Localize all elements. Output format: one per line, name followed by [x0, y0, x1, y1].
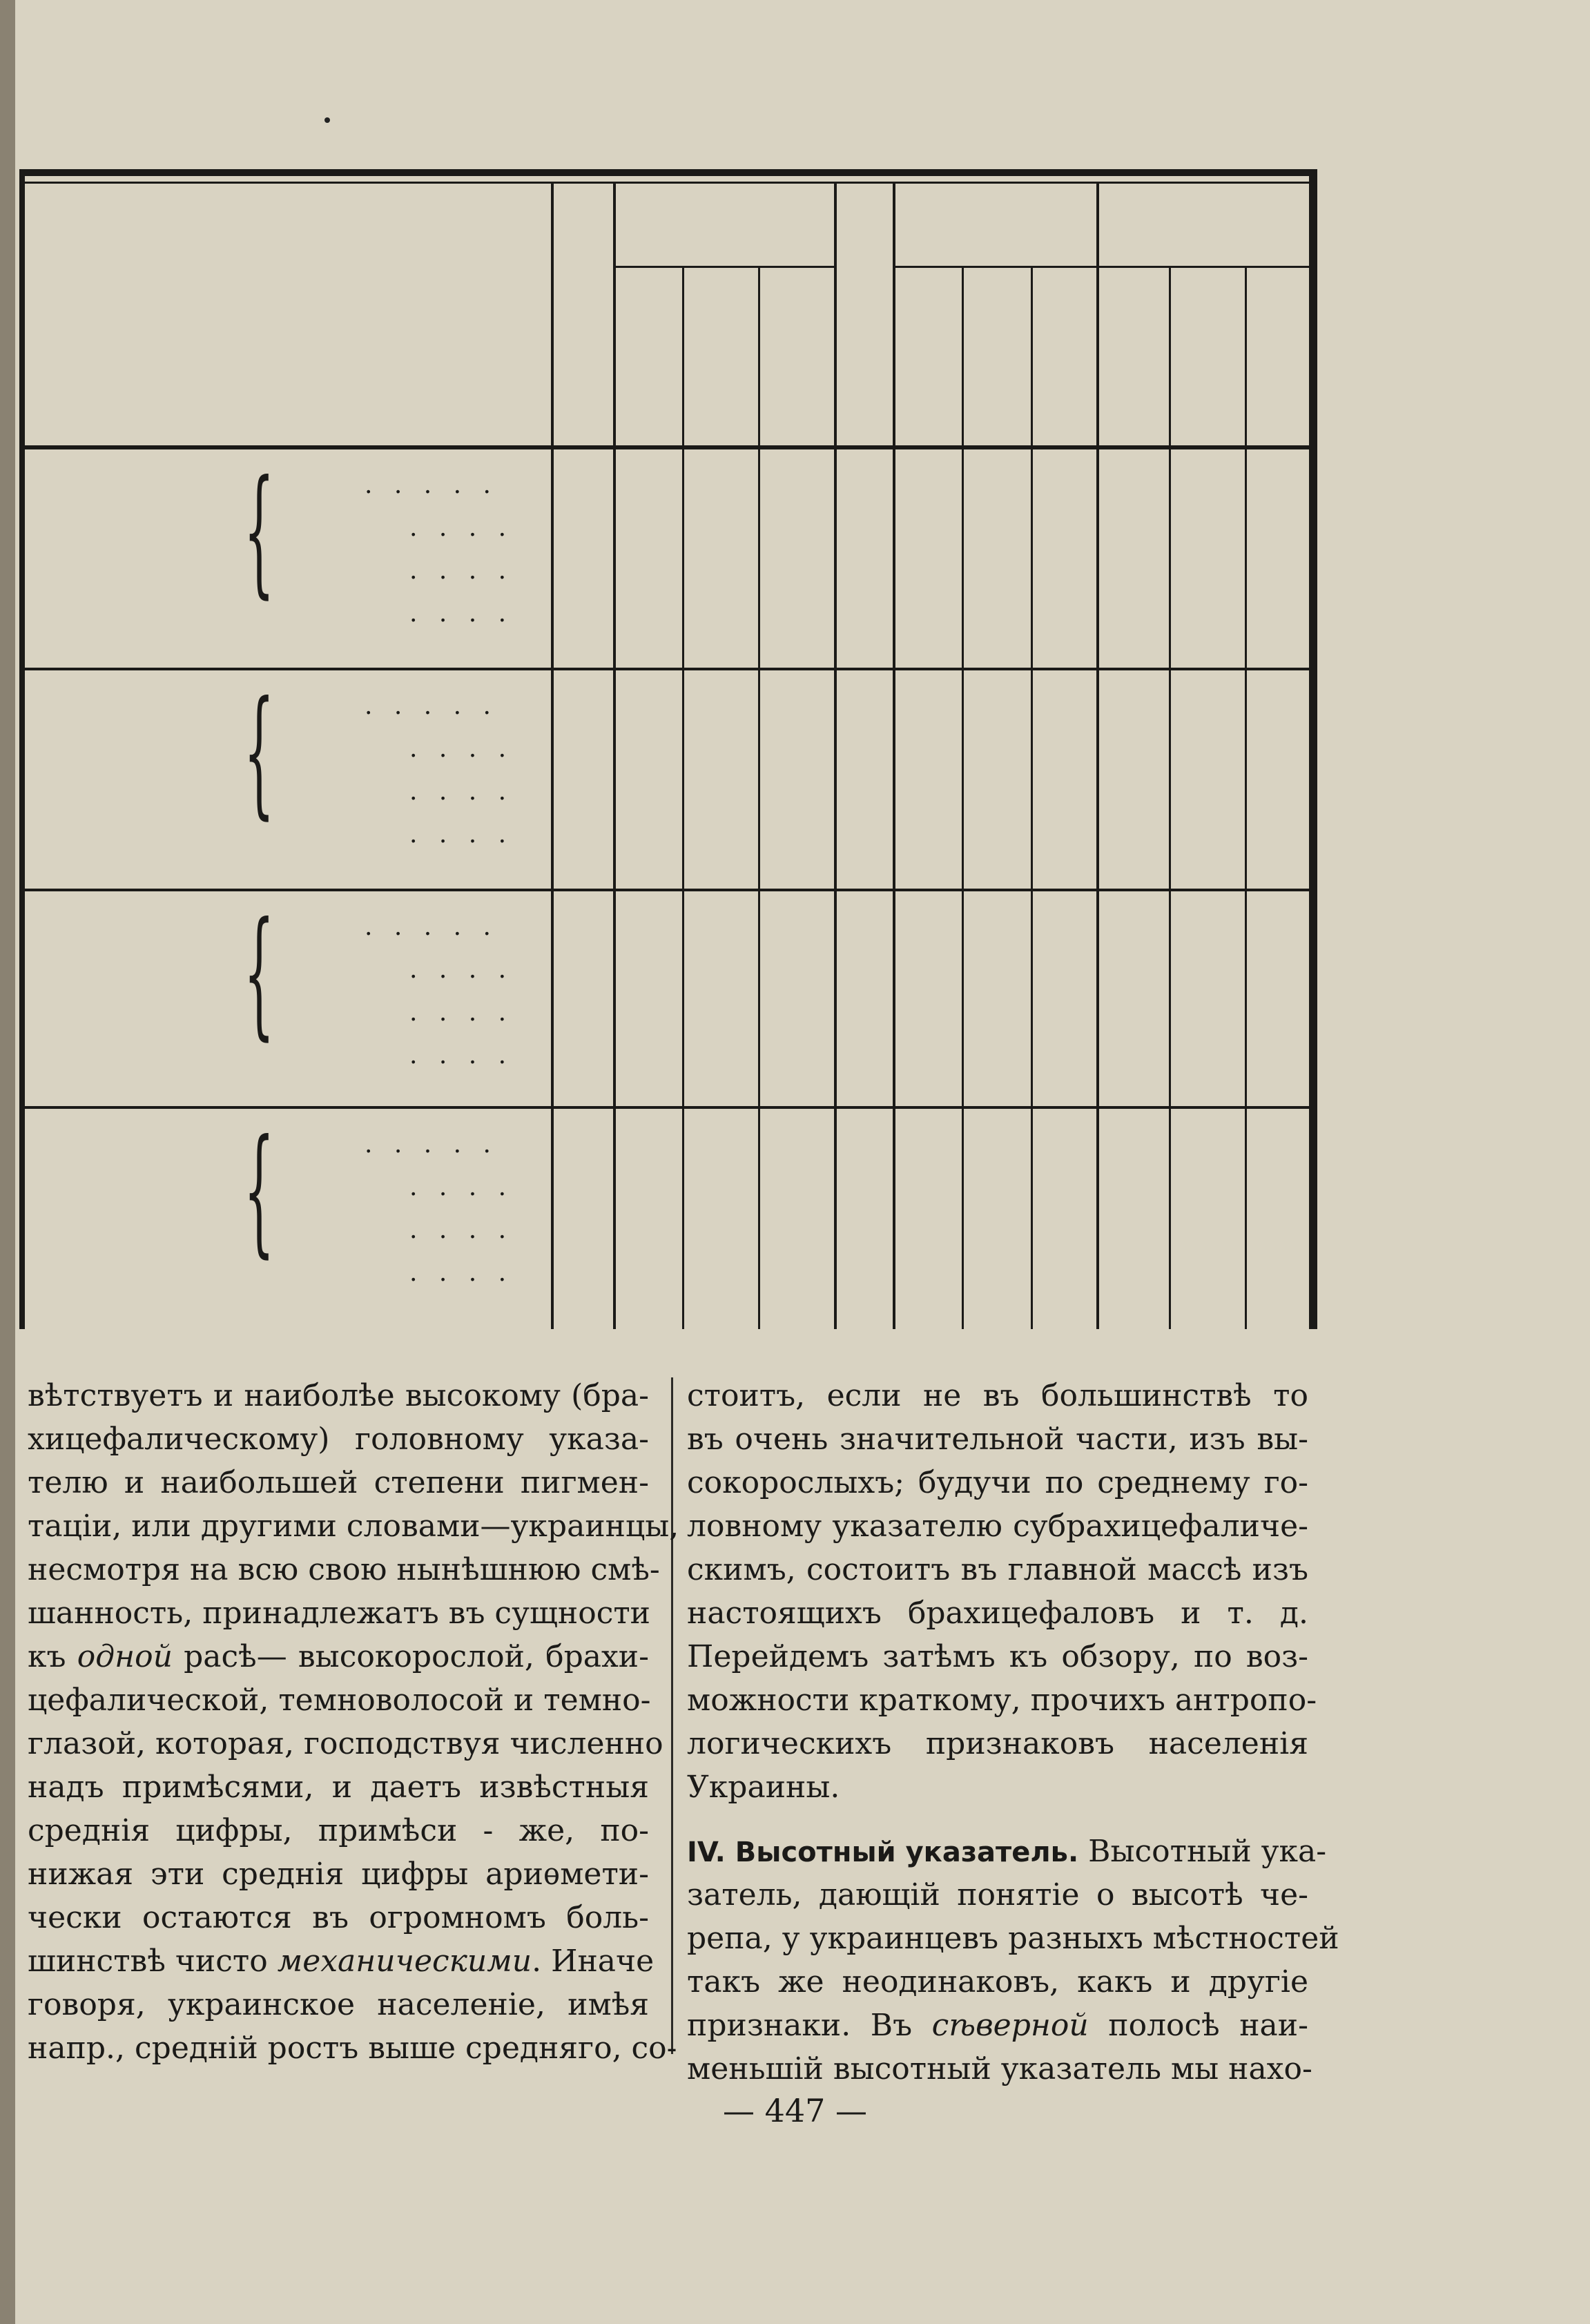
- left-column-line: вѣтствуетъ и наиболѣе высокому (бра-: [28, 1378, 649, 1413]
- left-column-line: таціи, или другими словами—украинцы,: [28, 1509, 679, 1544]
- right-text-column: [687, 1374, 1339, 2091]
- row-dots-2-0: . . . . .: [365, 913, 498, 941]
- row-dots-0-3: . . . .: [409, 599, 514, 628]
- right-column-line: [687, 1809, 1308, 1830]
- left-column-line: надъ примѣсями, и даетъ извѣстныя: [28, 1770, 649, 1805]
- left-column-line: глазой, которая, господствуя численно: [28, 1726, 663, 1761]
- right-column-line: меньшій высотный указатель мы нахо-: [687, 2051, 1312, 2086]
- right-column-line: стоитъ, если не въ большинствѣ то: [687, 1378, 1308, 1413]
- group-underline-1: [614, 266, 834, 268]
- group-underline-3: [1096, 266, 1314, 268]
- subcolumn-rule-2: [962, 266, 964, 1329]
- column-rule-4: [1096, 183, 1099, 1329]
- right-column-line: IV. Высотный указатель. Высотный ука-: [687, 1834, 1327, 1869]
- row-dots-2-1: . . . .: [409, 956, 514, 984]
- row-dots-0-2: . . . .: [409, 556, 514, 585]
- row-dots-1-0: . . . . .: [365, 692, 498, 720]
- left-column-line: шанность, принадлежатъ въ сущности: [28, 1596, 650, 1631]
- left-column-line: телю и наибольшей степени пигмен-: [28, 1465, 649, 1500]
- column-rule-5: [1314, 183, 1317, 1329]
- left-column-line: говоря, украинское населеніе, имѣя: [28, 1987, 649, 2022]
- row-dots-1-1: . . . .: [409, 735, 514, 763]
- region-brace-1: {: [244, 672, 275, 833]
- group-underline-2: [893, 266, 1096, 268]
- right-column-line: репа, у украинцевъ разныхъ мѣстностей: [687, 1921, 1339, 1956]
- right-column-line: въ очень значительной части, изъ вы-: [687, 1422, 1308, 1457]
- right-column-line: скимъ, состоитъ въ главной массѣ изъ: [687, 1552, 1308, 1587]
- region-brace-2: {: [244, 893, 275, 1054]
- group-separator-3: [19, 1106, 1317, 1109]
- column-rule-2: [834, 183, 837, 1329]
- left-column-line: нижая эти среднія цифры ариѳмети-: [28, 1857, 649, 1892]
- group-separator-1: [19, 668, 1317, 670]
- row-dots-3-1: . . . .: [409, 1173, 514, 1201]
- page-edge: [0, 0, 15, 2324]
- row-dots-2-2: . . . .: [409, 998, 514, 1027]
- table-top-rule: [19, 169, 1317, 176]
- subcolumn-rule-4: [1169, 266, 1171, 1329]
- right-column-line: затель, дающій понятіе о высотѣ че-: [687, 1877, 1308, 1913]
- table-top-rule-thin: [19, 182, 1317, 184]
- right-column-line: логическихъ признаковъ населенія: [687, 1726, 1308, 1761]
- table-left-border: [19, 169, 25, 1329]
- left-column-line: цефалической, темноволосой и темно-: [28, 1683, 651, 1718]
- region-brace-3: {: [244, 1110, 275, 1271]
- subcolumn-rule-5: [1245, 266, 1247, 1329]
- left-column-line: чески остаются въ огромномъ боль-: [28, 1900, 649, 1935]
- subcolumn-rule-3: [1031, 266, 1033, 1329]
- column-rule-1: [613, 183, 616, 1329]
- group-separator-2: [19, 889, 1317, 891]
- right-column-line: можности краткому, прочихъ антропо-: [687, 1683, 1317, 1718]
- left-column-line: несмотря на всю свою нынѣшнюю смѣ-: [28, 1552, 660, 1587]
- subcolumn-rule-1: [758, 266, 760, 1329]
- left-column-line: къ одной расѣ— высокорослой, брахи-: [28, 1639, 649, 1674]
- right-column-line: Перейдемъ затѣмъ къ обзору, по воз-: [687, 1639, 1308, 1674]
- left-column-line: шинствѣ чисто механическими. Иначе: [28, 1944, 655, 1979]
- left-column-line: среднія цифры, примѣси - же, по-: [28, 1813, 649, 1848]
- row-dots-3-0: . . . . .: [365, 1130, 498, 1159]
- header-bottom-rule: [19, 445, 1317, 449]
- row-dots-0-1: . . . .: [409, 514, 514, 542]
- left-column-line: напр., средній ростъ выше средняго, со-: [28, 2031, 677, 2066]
- left-text-column: [28, 1374, 679, 2070]
- column-rule-0: [551, 183, 554, 1329]
- left-column-line: хицефалическому) головному указа-: [28, 1422, 649, 1457]
- row-dots-3-3: . . . .: [409, 1259, 514, 1287]
- ink-dot: [324, 117, 330, 123]
- row-dots-1-3: . . . .: [409, 820, 514, 849]
- right-column-line: такъ же неодинаковъ, какъ и другіе: [687, 1964, 1308, 1999]
- right-column-line: Украины.: [687, 1770, 840, 1805]
- right-column-line: признаки. Въ сѣверной полосѣ наи-: [687, 2008, 1308, 2043]
- anthropometric-table: [19, 169, 1317, 1329]
- right-column-line: ловному указателю субрахицефаличе-: [687, 1509, 1308, 1544]
- column-divider: [671, 1377, 673, 2054]
- row-dots-1-2: . . . .: [409, 777, 514, 806]
- right-column-line: настоящихъ брахицефаловъ и т. д.: [687, 1596, 1308, 1631]
- region-brace-0: {: [244, 451, 275, 612]
- row-dots-3-2: . . . .: [409, 1216, 514, 1244]
- row-dots-0-0: . . . . .: [365, 471, 498, 499]
- right-column-line: сокорослыхъ; будучи по среднему го-: [687, 1465, 1308, 1500]
- subcolumn-rule-0: [682, 266, 684, 1329]
- row-dots-2-3: . . . .: [409, 1041, 514, 1069]
- page-number: — 447 —: [722, 2092, 868, 2129]
- column-rule-3: [893, 183, 895, 1329]
